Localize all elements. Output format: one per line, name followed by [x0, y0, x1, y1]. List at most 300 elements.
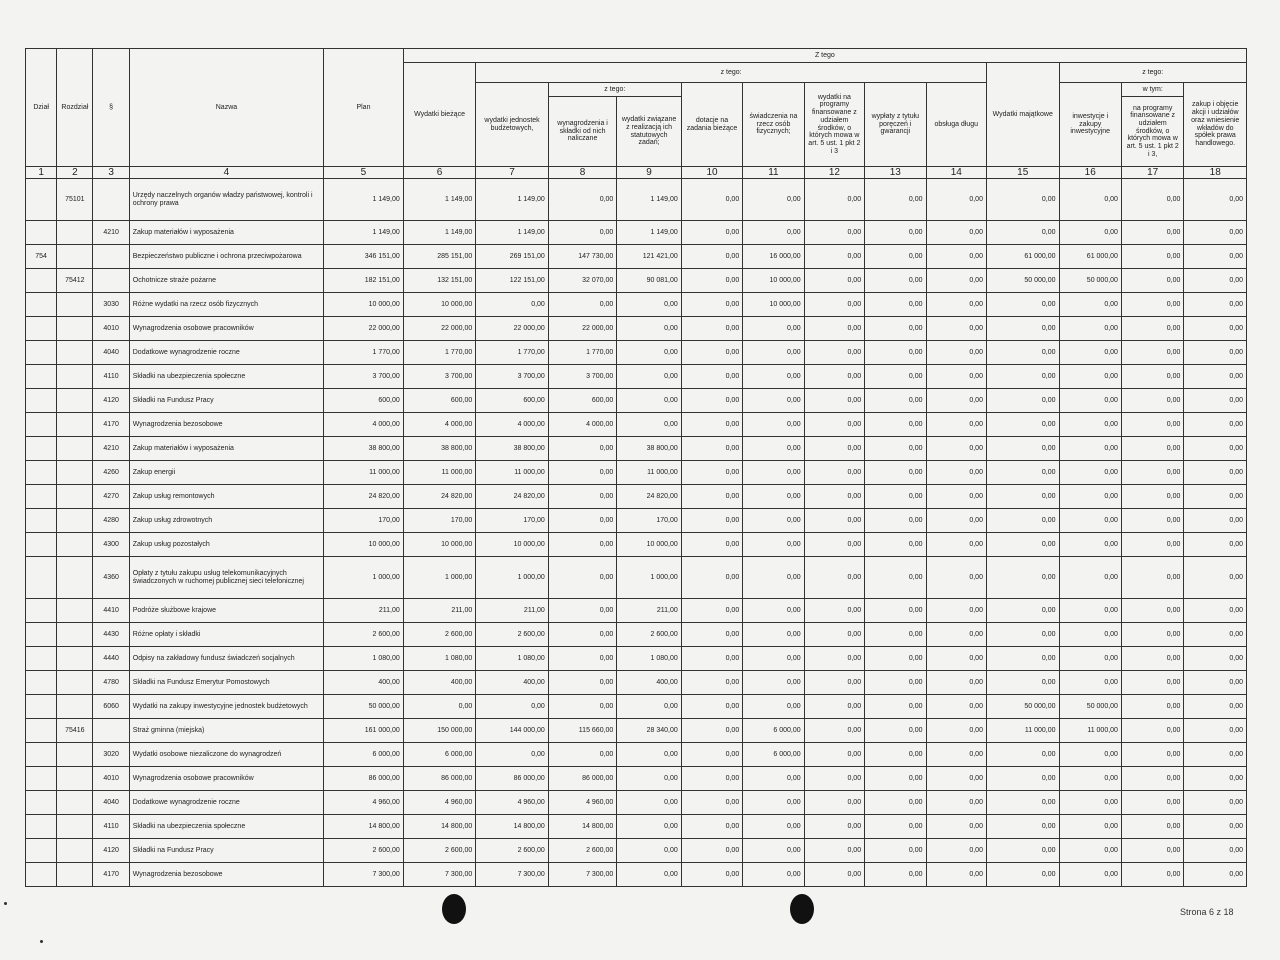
cell-paragraf: 4040: [93, 791, 129, 815]
cell-dzial: [26, 533, 57, 557]
cell-value: 0,00: [681, 341, 742, 365]
cell-value: 0,00: [804, 647, 864, 671]
cell-value: 2 600,00: [403, 623, 476, 647]
cell-value: 285 151,00: [403, 245, 476, 269]
cell-value: 0,00: [681, 557, 742, 599]
cell-value: 0,00: [1121, 293, 1183, 317]
cell-value: 0,00: [617, 365, 681, 389]
cell-value: 0,00: [1121, 179, 1183, 221]
cell-value: 1 770,00: [403, 341, 476, 365]
cell-value: 400,00: [324, 671, 404, 695]
cell-paragraf: 4010: [93, 317, 129, 341]
cell-value: 0,00: [1059, 557, 1121, 599]
header-dotacje: dotacje na zadania bieżące: [681, 83, 742, 167]
cell-value: 0,00: [681, 815, 742, 839]
cell-value: 10 000,00: [403, 533, 476, 557]
cell-value: 0,00: [804, 695, 864, 719]
cell-nazwa: Zakup usług remontowych: [129, 485, 323, 509]
cell-value: 0,00: [548, 647, 617, 671]
header-na-programy: na programy finansowane z udziałem środków, o których mowa w art. 5 ust. 1 pkt 2 i 3,: [1121, 97, 1183, 167]
cell-paragraf: 4270: [93, 485, 129, 509]
cell-value: 0,00: [926, 365, 986, 389]
cell-value: 0,00: [1184, 365, 1247, 389]
cell-value: 0,00: [743, 623, 804, 647]
cell-value: 0,00: [1121, 245, 1183, 269]
cell-value: 0,00: [926, 743, 986, 767]
table-row: [26, 221, 1247, 245]
cell-value: 0,00: [1059, 743, 1121, 767]
cell-value: 0,00: [681, 389, 742, 413]
cell-rozdzial: [57, 509, 93, 533]
cell-rozdzial: [57, 599, 93, 623]
cell-value: 0,00: [1059, 461, 1121, 485]
cell-value: 0,00: [865, 461, 926, 485]
scan-speck: [40, 940, 43, 943]
cell-value: 0,00: [1059, 815, 1121, 839]
cell-value: 0,00: [926, 647, 986, 671]
cell-paragraf: 4120: [93, 389, 129, 413]
cell-value: 10 000,00: [617, 533, 681, 557]
cell-value: 0,00: [1121, 485, 1183, 509]
cell-value: 0,00: [865, 341, 926, 365]
header-z-tego-jednostek: z tego:: [548, 83, 681, 97]
cell-value: 0,00: [986, 743, 1059, 767]
cell-value: 600,00: [324, 389, 404, 413]
cell-value: 0,00: [1184, 533, 1247, 557]
cell-value: 0,00: [681, 671, 742, 695]
cell-value: 11 000,00: [1059, 719, 1121, 743]
cell-value: 0,00: [1184, 413, 1247, 437]
cell-value: 0,00: [865, 599, 926, 623]
cell-paragraf: 4120: [93, 839, 129, 863]
cell-value: 1 770,00: [476, 341, 549, 365]
cell-paragraf: [93, 269, 129, 293]
cell-value: 0,00: [804, 221, 864, 245]
cell-value: 0,00: [1184, 389, 1247, 413]
cell-value: 0,00: [986, 623, 1059, 647]
cell-value: 144 000,00: [476, 719, 549, 743]
cell-value: 1 000,00: [617, 557, 681, 599]
cell-value: 122 151,00: [476, 269, 549, 293]
cell-value: 86 000,00: [403, 767, 476, 791]
cell-value: 0,00: [1121, 413, 1183, 437]
cell-value: 1 149,00: [403, 179, 476, 221]
cell-dzial: [26, 557, 57, 599]
cell-value: 61 000,00: [986, 245, 1059, 269]
cell-paragraf: 4210: [93, 437, 129, 461]
cell-value: 0,00: [617, 413, 681, 437]
header-rozdzial: Rozdział: [57, 49, 93, 167]
cell-value: 0,00: [681, 269, 742, 293]
cell-value: 0,00: [1121, 317, 1183, 341]
cell-value: 0,00: [476, 743, 549, 767]
cell-value: 0,00: [1121, 767, 1183, 791]
cell-value: 2 600,00: [476, 623, 549, 647]
column-number: 12: [804, 167, 864, 179]
cell-paragraf: 4360: [93, 557, 129, 599]
cell-value: 4 000,00: [403, 413, 476, 437]
cell-value: 0,00: [1059, 179, 1121, 221]
cell-value: 86 000,00: [548, 767, 617, 791]
cell-value: 0,00: [548, 599, 617, 623]
table-row: [26, 671, 1247, 695]
cell-value: 0,00: [1184, 719, 1247, 743]
cell-value: 0,00: [926, 389, 986, 413]
cell-value: 0,00: [681, 719, 742, 743]
cell-value: 7 300,00: [548, 863, 617, 887]
cell-nazwa: Zakup usług zdrowotnych: [129, 509, 323, 533]
cell-value: 0,00: [743, 437, 804, 461]
cell-rozdzial: 75412: [57, 269, 93, 293]
column-number: 1: [26, 167, 57, 179]
table-body: [26, 179, 1247, 887]
cell-value: 0,00: [926, 533, 986, 557]
column-numbers-row: [26, 167, 1247, 179]
cell-value: 0,00: [986, 293, 1059, 317]
cell-value: 0,00: [926, 461, 986, 485]
cell-value: 0,00: [1184, 245, 1247, 269]
cell-value: 0,00: [617, 743, 681, 767]
cell-value: 0,00: [865, 767, 926, 791]
cell-value: 14 800,00: [476, 815, 549, 839]
table-row: [26, 389, 1247, 413]
cell-dzial: [26, 365, 57, 389]
header-wydatki-biezace: Wydatki bieżące: [403, 63, 476, 167]
cell-value: 24 820,00: [403, 485, 476, 509]
cell-value: 10 000,00: [403, 293, 476, 317]
cell-value: 0,00: [548, 695, 617, 719]
column-number: 2: [57, 167, 93, 179]
cell-value: 0,00: [548, 437, 617, 461]
scan-speck: [4, 902, 7, 905]
cell-value: 0,00: [743, 815, 804, 839]
cell-value: 0,00: [1121, 341, 1183, 365]
table-row: [26, 623, 1247, 647]
cell-rozdzial: [57, 485, 93, 509]
cell-value: 61 000,00: [1059, 245, 1121, 269]
cell-value: 0,00: [804, 557, 864, 599]
header-nazwa: Nazwa: [129, 49, 323, 167]
cell-value: 86 000,00: [476, 767, 549, 791]
cell-value: 1 149,00: [617, 221, 681, 245]
cell-value: 0,00: [804, 437, 864, 461]
cell-value: 1 770,00: [324, 341, 404, 365]
table-row: [26, 863, 1247, 887]
cell-value: 0,00: [1184, 815, 1247, 839]
cell-value: 6 000,00: [743, 719, 804, 743]
cell-value: 0,00: [1059, 389, 1121, 413]
cell-value: 211,00: [403, 599, 476, 623]
cell-value: 0,00: [865, 413, 926, 437]
cell-value: 182 151,00: [324, 269, 404, 293]
cell-value: 24 820,00: [324, 485, 404, 509]
cell-value: 0,00: [617, 839, 681, 863]
cell-value: 38 800,00: [617, 437, 681, 461]
cell-value: 32 070,00: [548, 269, 617, 293]
cell-value: 346 151,00: [324, 245, 404, 269]
cell-dzial: [26, 647, 57, 671]
cell-rozdzial: [57, 815, 93, 839]
cell-value: 50 000,00: [324, 695, 404, 719]
cell-value: 0,00: [804, 767, 864, 791]
header-wydatki-programy: wydatki na programy finansowane z udziałem środków, o których mowa w art. 5 ust. 1 pkt 2 i 3: [804, 83, 864, 167]
cell-value: 0,00: [926, 485, 986, 509]
cell-value: 0,00: [681, 317, 742, 341]
table-row: [26, 599, 1247, 623]
cell-value: 1 149,00: [324, 221, 404, 245]
cell-dzial: [26, 623, 57, 647]
cell-value: 161 000,00: [324, 719, 404, 743]
cell-value: 0,00: [617, 317, 681, 341]
column-number: 15: [986, 167, 1059, 179]
cell-value: 0,00: [986, 461, 1059, 485]
cell-value: 1 770,00: [548, 341, 617, 365]
cell-value: 6 000,00: [324, 743, 404, 767]
cell-value: 0,00: [1184, 839, 1247, 863]
cell-value: 11 000,00: [986, 719, 1059, 743]
cell-value: 1 149,00: [324, 179, 404, 221]
punch-hole-left: [442, 894, 466, 924]
page-number: Strona 6 z 18: [1180, 907, 1234, 917]
cell-value: 0,00: [1059, 509, 1121, 533]
cell-value: 0,00: [865, 791, 926, 815]
cell-value: 0,00: [986, 815, 1059, 839]
cell-value: 170,00: [324, 509, 404, 533]
cell-value: 0,00: [681, 509, 742, 533]
cell-value: 0,00: [548, 461, 617, 485]
cell-dzial: [26, 389, 57, 413]
cell-value: 0,00: [865, 317, 926, 341]
cell-value: 600,00: [403, 389, 476, 413]
cell-value: 0,00: [1184, 341, 1247, 365]
cell-value: 0,00: [743, 695, 804, 719]
column-number: 9: [617, 167, 681, 179]
cell-nazwa: Straż gminna (miejska): [129, 719, 323, 743]
cell-value: 0,00: [681, 365, 742, 389]
cell-value: 0,00: [1059, 533, 1121, 557]
cell-paragraf: 4260: [93, 461, 129, 485]
cell-value: 0,00: [986, 179, 1059, 221]
cell-value: 0,00: [681, 461, 742, 485]
cell-rozdzial: [57, 863, 93, 887]
cell-nazwa: Opłaty z tytułu zakupu usług telekomunikacyjnych świadczonych w ruchomej publicznej sieci telefonicznej: [129, 557, 323, 599]
cell-value: 0,00: [743, 839, 804, 863]
table-header: [26, 49, 1247, 179]
table-row: [26, 839, 1247, 863]
cell-value: 0,00: [548, 533, 617, 557]
cell-value: 0,00: [926, 509, 986, 533]
cell-value: 0,00: [743, 317, 804, 341]
cell-value: 38 800,00: [324, 437, 404, 461]
cell-value: 0,00: [1121, 437, 1183, 461]
cell-value: 0,00: [865, 437, 926, 461]
cell-value: 0,00: [681, 533, 742, 557]
cell-value: 11 000,00: [476, 461, 549, 485]
column-number: 8: [548, 167, 617, 179]
cell-paragraf: [93, 179, 129, 221]
cell-value: 0,00: [865, 365, 926, 389]
cell-value: 0,00: [926, 293, 986, 317]
cell-value: 170,00: [617, 509, 681, 533]
cell-value: 211,00: [476, 599, 549, 623]
cell-value: 0,00: [865, 245, 926, 269]
cell-value: 0,00: [986, 647, 1059, 671]
cell-value: 600,00: [548, 389, 617, 413]
cell-value: 0,00: [804, 599, 864, 623]
cell-value: 0,00: [681, 179, 742, 221]
cell-value: 16 000,00: [743, 245, 804, 269]
cell-rozdzial: [57, 623, 93, 647]
cell-value: 0,00: [1059, 485, 1121, 509]
cell-value: 2 600,00: [403, 839, 476, 863]
cell-value: 3 700,00: [548, 365, 617, 389]
cell-value: 0,00: [986, 791, 1059, 815]
cell-value: 0,00: [1121, 839, 1183, 863]
cell-value: 4 000,00: [324, 413, 404, 437]
cell-value: 0,00: [681, 437, 742, 461]
cell-value: 0,00: [681, 647, 742, 671]
cell-rozdzial: [57, 389, 93, 413]
cell-value: 0,00: [804, 509, 864, 533]
cell-value: 0,00: [926, 245, 986, 269]
cell-value: 0,00: [1121, 695, 1183, 719]
cell-rozdzial: [57, 767, 93, 791]
header-paragraf: §: [93, 49, 129, 167]
cell-nazwa: Zakup materiałów i wyposażenia: [129, 221, 323, 245]
cell-value: 0,00: [743, 389, 804, 413]
table-row: [26, 461, 1247, 485]
cell-value: 2 600,00: [324, 623, 404, 647]
cell-value: 0,00: [1184, 647, 1247, 671]
table-row: [26, 647, 1247, 671]
cell-value: 0,00: [926, 815, 986, 839]
cell-value: 0,00: [1121, 719, 1183, 743]
cell-value: 1 000,00: [403, 557, 476, 599]
cell-value: 1 149,00: [476, 221, 549, 245]
cell-value: 0,00: [617, 695, 681, 719]
cell-value: 0,00: [926, 623, 986, 647]
cell-value: 0,00: [617, 293, 681, 317]
cell-value: 0,00: [804, 413, 864, 437]
cell-value: 0,00: [1059, 341, 1121, 365]
cell-value: 0,00: [743, 413, 804, 437]
cell-rozdzial: [57, 413, 93, 437]
header-plan: Plan: [324, 49, 404, 167]
table-row: [26, 293, 1247, 317]
cell-value: 0,00: [865, 623, 926, 647]
cell-value: 0,00: [986, 437, 1059, 461]
cell-nazwa: Wynagrodzenia bezosobowe: [129, 413, 323, 437]
cell-value: 0,00: [986, 341, 1059, 365]
cell-value: 0,00: [1121, 791, 1183, 815]
cell-value: 121 421,00: [617, 245, 681, 269]
cell-dzial: [26, 815, 57, 839]
cell-value: 24 820,00: [617, 485, 681, 509]
cell-value: 0,00: [926, 599, 986, 623]
cell-value: 38 800,00: [476, 437, 549, 461]
cell-value: 0,00: [1059, 623, 1121, 647]
cell-value: 170,00: [476, 509, 549, 533]
cell-value: 0,00: [681, 839, 742, 863]
cell-paragraf: 4170: [93, 863, 129, 887]
cell-rozdzial: [57, 839, 93, 863]
cell-dzial: [26, 839, 57, 863]
cell-dzial: 754: [26, 245, 57, 269]
table-row: [26, 269, 1247, 293]
cell-value: 10 000,00: [743, 269, 804, 293]
cell-value: 0,00: [1121, 743, 1183, 767]
cell-value: 0,00: [986, 221, 1059, 245]
cell-nazwa: Zakup materiałów i wyposażenia: [129, 437, 323, 461]
cell-value: 0,00: [548, 509, 617, 533]
cell-value: 0,00: [617, 341, 681, 365]
cell-value: 0,00: [548, 671, 617, 695]
cell-value: 0,00: [1121, 557, 1183, 599]
cell-value: 0,00: [1121, 533, 1183, 557]
cell-value: 0,00: [986, 533, 1059, 557]
cell-value: 1 080,00: [617, 647, 681, 671]
cell-value: 115 660,00: [548, 719, 617, 743]
cell-value: 50 000,00: [1059, 269, 1121, 293]
cell-value: 0,00: [804, 743, 864, 767]
cell-value: 0,00: [986, 599, 1059, 623]
cell-value: 0,00: [681, 599, 742, 623]
cell-value: 0,00: [1184, 557, 1247, 599]
cell-value: 0,00: [1121, 365, 1183, 389]
budget-table: [25, 48, 1247, 887]
cell-value: 0,00: [865, 695, 926, 719]
cell-nazwa: Odpisy na zakładowy fundusz świadczeń socjalnych: [129, 647, 323, 671]
cell-value: 0,00: [1059, 647, 1121, 671]
cell-rozdzial: [57, 791, 93, 815]
cell-rozdzial: 75416: [57, 719, 93, 743]
cell-dzial: [26, 791, 57, 815]
cell-value: 0,00: [617, 389, 681, 413]
cell-rozdzial: [57, 695, 93, 719]
cell-nazwa: Składki na Fundusz Pracy: [129, 389, 323, 413]
cell-value: 0,00: [476, 695, 549, 719]
cell-value: 0,00: [743, 533, 804, 557]
cell-value: 0,00: [865, 863, 926, 887]
cell-value: 28 340,00: [617, 719, 681, 743]
cell-value: 7 300,00: [324, 863, 404, 887]
column-number: 18: [1184, 167, 1247, 179]
cell-value: 4 960,00: [548, 791, 617, 815]
cell-value: 0,00: [865, 533, 926, 557]
cell-dzial: [26, 599, 57, 623]
cell-value: 4 000,00: [476, 413, 549, 437]
cell-value: 4 960,00: [403, 791, 476, 815]
cell-paragraf: 4210: [93, 221, 129, 245]
cell-value: 0,00: [804, 269, 864, 293]
cell-paragraf: 4300: [93, 533, 129, 557]
cell-paragraf: 4780: [93, 671, 129, 695]
cell-value: 0,00: [926, 317, 986, 341]
cell-value: 0,00: [926, 695, 986, 719]
cell-value: 0,00: [681, 221, 742, 245]
cell-value: 0,00: [743, 179, 804, 221]
cell-value: 0,00: [804, 791, 864, 815]
cell-value: 1 080,00: [324, 647, 404, 671]
table-row: [26, 719, 1247, 743]
cell-value: 0,00: [1184, 695, 1247, 719]
cell-paragraf: [93, 245, 129, 269]
cell-paragraf: 4010: [93, 767, 129, 791]
cell-dzial: [26, 269, 57, 293]
cell-dzial: [26, 413, 57, 437]
cell-value: 0,00: [681, 413, 742, 437]
cell-rozdzial: [57, 221, 93, 245]
